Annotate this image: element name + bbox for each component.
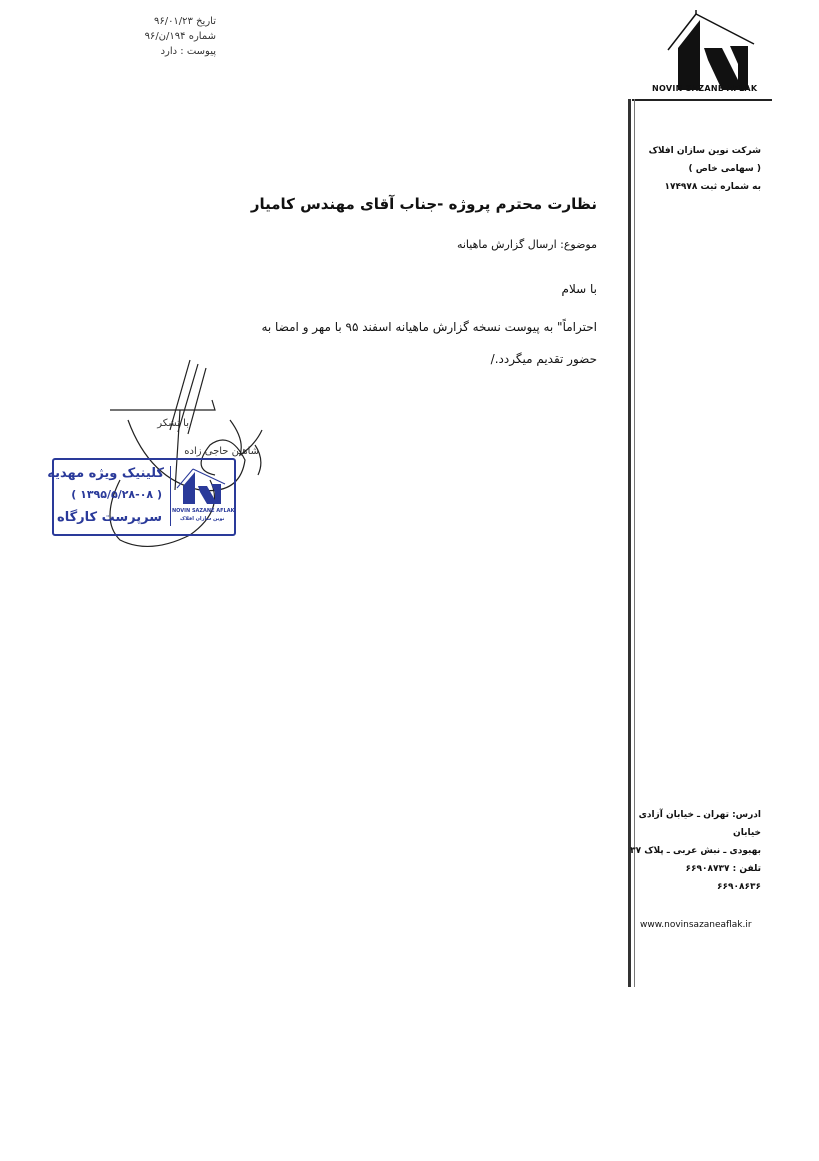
- recipient-line: نظارت محترم پروژه -جناب آقای مهندس کامیار: [250, 195, 597, 213]
- letter-number: شماره ۱۹۴/ن/۹۶: [144, 31, 216, 42]
- letter-attachment: پیوست : دارد: [160, 46, 216, 57]
- address-line: ادرس: تهران ـ خیابان آزادی خیابان: [638, 810, 761, 838]
- phone-line: تلفن : ۶۶۹۰۸۷۳۷: [685, 864, 761, 874]
- stamp-logo-icon: [171, 466, 229, 508]
- company-name: شرکت نوین سازان افلاک: [648, 146, 761, 156]
- company-info: [621, 142, 761, 196]
- stamp-date: ( ۱۳۹۵/۵/۲۸-۰۸ ): [71, 488, 162, 501]
- signer-name: شاهین حاجی زاده: [184, 446, 259, 457]
- letter-date: تاریخ ۹۶/۰۱/۲۳: [153, 16, 216, 27]
- stamp-line: کلینیک ویژه مهدیه: [47, 466, 164, 481]
- official-stamp: [47, 458, 236, 536]
- phone-line: ۶۶۹۰۸۶۳۶: [717, 882, 761, 892]
- company-address: [611, 806, 761, 896]
- body-text: احتراماً" به پیوست نسخه گزارش ماهیانه اسفند ۹۵ با مهر و امضا به: [261, 320, 597, 334]
- address-line: بهبودی ـ نبش عربی ـ پلاک ۳۷: [630, 846, 761, 856]
- company-type: ( سهامی خاص ): [688, 164, 761, 174]
- stamp-brand-fa: نوین سازان افلاک: [180, 516, 225, 522]
- signature-closing: با تشکر: [157, 418, 189, 429]
- header-rule: [632, 99, 772, 101]
- subject-line: موضوع: ارسال گزارش ماهیانه: [456, 238, 597, 251]
- company-registration: به شماره ثبت ۱۷۴۹۷۸: [664, 182, 761, 192]
- letter-meta: [96, 14, 216, 59]
- company-website: www.novinsazaneaflak.ir: [640, 920, 752, 930]
- greeting: با سلام: [561, 282, 597, 296]
- stamp-brand: NOVIN SAZANE AFLAK: [172, 508, 235, 514]
- brand-name: NOVIN SAZANE AFLAK: [652, 84, 758, 93]
- stamp-title: سرپرست کارگاه: [57, 510, 162, 525]
- body-text: حضور تقدیم میگردد./: [490, 352, 597, 366]
